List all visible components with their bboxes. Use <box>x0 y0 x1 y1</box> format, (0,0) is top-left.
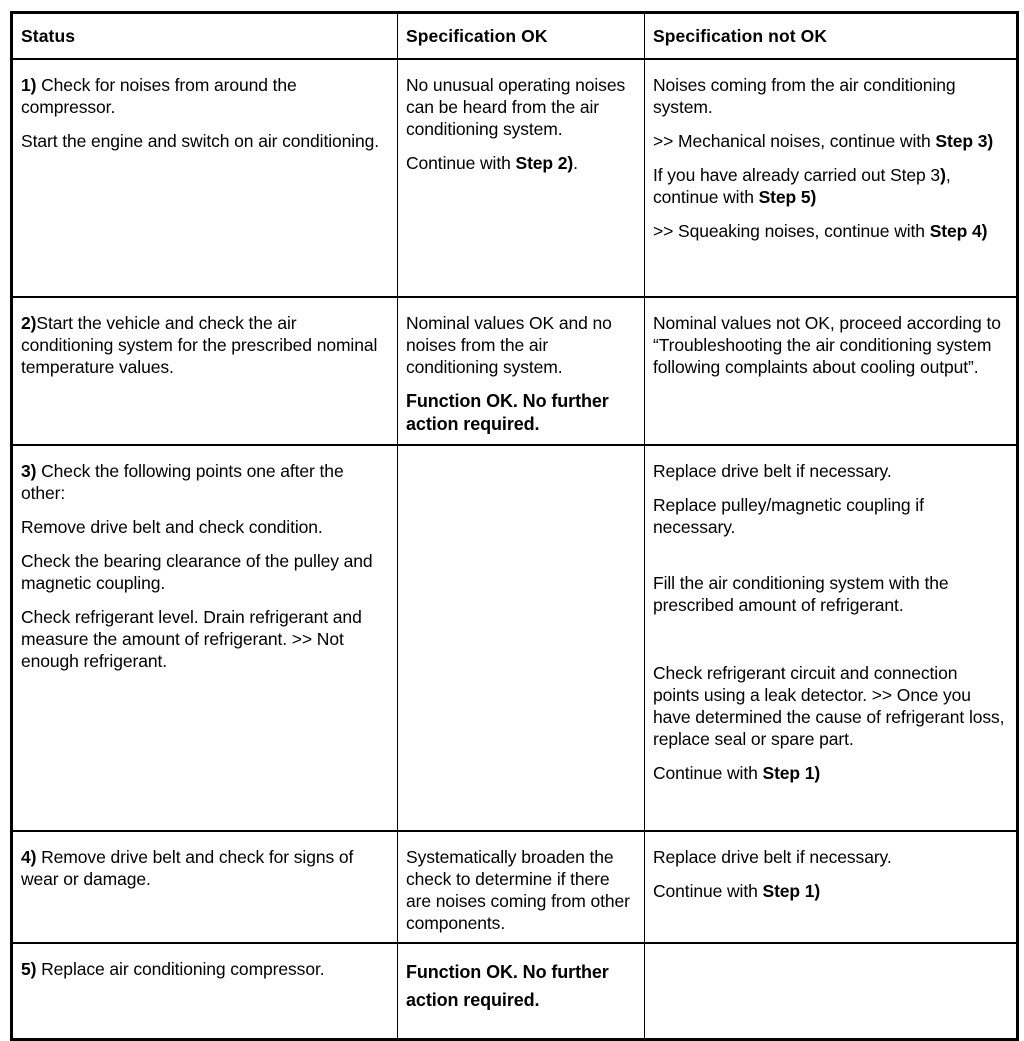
table-row <box>12 445 1018 831</box>
step-number: 5) <box>21 959 37 979</box>
spec-not-ok-text: >> Mechanical noises, continue with Step 3) <box>653 131 994 151</box>
spec-not-ok-cell <box>645 831 1018 943</box>
step-number: 2) <box>21 313 37 333</box>
status-text: 2)Start the vehicle and check the air conditioning system for the prescribed nominal temperature values. <box>21 313 378 377</box>
spec-not-ok-cell <box>645 297 1018 445</box>
status-cell <box>12 943 398 1040</box>
table-row <box>12 59 1018 297</box>
header-spec-not-ok: Specification not OK <box>645 13 1018 60</box>
spec-not-ok-text: Replace drive belt if necessary. <box>653 847 892 867</box>
spec-not-ok-text: Noises coming from the air conditioning system. <box>653 75 956 117</box>
status-text: 5) Replace air conditioning compressor. <box>21 959 325 979</box>
status-text: Check refrigerant level. Drain refrigerant and measure the amount of refrigerant. >> Not enough refrigerant. <box>21 607 362 671</box>
spec-not-ok-text: Nominal values not OK, proceed according to “Troubleshooting the air conditioning system following complaints about cooling output”. <box>653 313 1001 377</box>
table-row <box>12 943 1018 1040</box>
spec-ok-text: No unusual operating noises can be heard from the air conditioning system. <box>406 75 626 139</box>
spec-ok-text: Function OK. No further action required. <box>406 962 609 1010</box>
spec-ok-cell <box>398 297 645 445</box>
spec-not-ok-text: Continue with Step 1) <box>653 763 821 783</box>
spec-ok-text: Continue with Step 2). <box>406 153 578 173</box>
spec-not-ok-text: Check refrigerant circuit and connection points using a leak detector. >> Once you have determined the cause of refrigerant loss, replace seal or spare part. <box>653 663 1005 749</box>
step-number: 1) <box>21 75 37 95</box>
spec-ok-cell <box>398 831 645 943</box>
spec-ok-cell <box>398 59 645 297</box>
status-text: Start the engine and switch on air conditioning. <box>21 131 380 151</box>
status-text: Remove drive belt and check condition. <box>21 517 323 537</box>
step-number: 4) <box>21 847 37 867</box>
status-cell <box>12 297 398 445</box>
spec-ok-text: Nominal values OK and no noises from the air conditioning system. <box>406 313 612 377</box>
spec-not-ok-cell <box>645 445 1018 831</box>
spec-ok-text: Function OK. No further action required. <box>406 391 609 434</box>
table-row <box>12 297 1018 445</box>
header-spec-ok: Specification OK <box>398 13 645 60</box>
status-text: 1) Check for noises from around the compressor. <box>21 75 297 117</box>
table-row <box>12 831 1018 943</box>
status-text: 3) Check the following points one after the other: <box>21 461 344 503</box>
spec-not-ok-cell <box>645 59 1018 297</box>
spec-not-ok-text: Replace drive belt if necessary. <box>653 461 892 481</box>
status-cell <box>12 59 398 297</box>
spec-not-ok-cell <box>645 943 1018 1040</box>
troubleshooting-table <box>10 11 1019 1041</box>
spec-not-ok-text: If you have already carried out Step 3), continue with Step 5) <box>653 165 951 207</box>
spec-not-ok-text: >> Squeaking noises, continue with Step 4) <box>653 221 988 241</box>
spec-ok-cell <box>398 943 645 1040</box>
spec-ok-cell <box>398 445 645 831</box>
header-status: Status <box>12 13 398 60</box>
status-cell <box>12 445 398 831</box>
spec-not-ok-text: Replace pulley/magnetic coupling if necessary. <box>653 495 924 537</box>
step-number: 3) <box>21 461 37 481</box>
status-text: Check the bearing clearance of the pulley and magnetic coupling. <box>21 551 373 593</box>
status-text: 4) Remove drive belt and check for signs of wear or damage. <box>21 847 354 889</box>
status-cell <box>12 831 398 943</box>
spec-not-ok-text: Fill the air conditioning system with the prescribed amount of refrigerant. <box>653 573 949 615</box>
troubleshooting-table-container <box>10 11 1019 1041</box>
header-row <box>12 13 1018 60</box>
spec-ok-text: Systematically broaden the check to determine if there are noises coming from other components. <box>406 847 630 933</box>
spec-not-ok-text: Continue with Step 1) <box>653 881 821 901</box>
